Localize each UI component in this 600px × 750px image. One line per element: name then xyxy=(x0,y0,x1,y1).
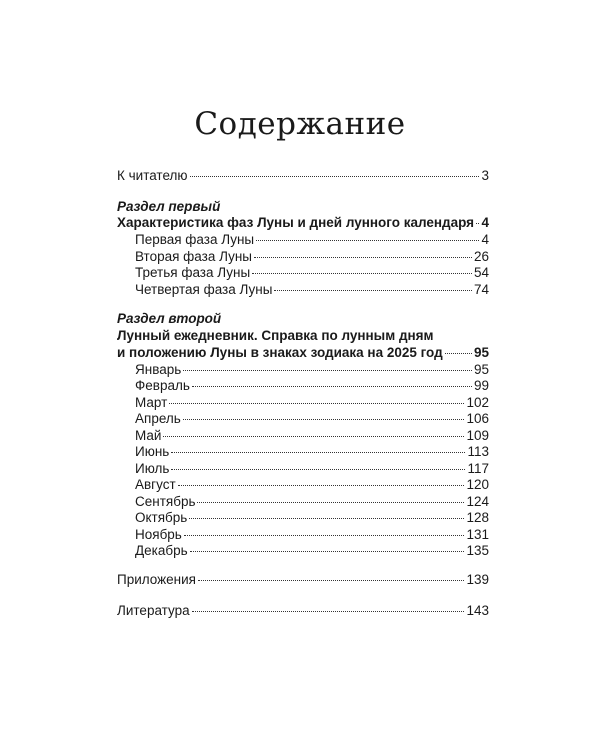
toc-entry-page: 131 xyxy=(466,527,489,542)
toc-entry-label: Вторая фаза Луны xyxy=(135,249,253,264)
toc-entry-page: 99 xyxy=(473,378,489,393)
toc-entry-page: 54 xyxy=(473,265,489,280)
toc-entry-label: Приложения xyxy=(117,572,196,587)
section-heading-part1: Раздел первый xyxy=(117,199,221,214)
toc-entry-part2-main-line1[interactable]: Лунный ежедневник. Справка по лунным дням xyxy=(117,328,434,343)
toc-entry-label: К читателю xyxy=(117,168,188,183)
leader-dots xyxy=(256,240,479,241)
section-heading-part2: Раздел второй xyxy=(117,311,222,326)
leader-dots xyxy=(254,257,472,258)
toc-entry-phase-1[interactable] xyxy=(135,232,489,248)
leader-dots xyxy=(163,436,464,437)
toc-entry-page: 113 xyxy=(467,444,489,459)
toc-entry-label: и положению Луны в знаках зодиака на 2025 год xyxy=(117,345,443,360)
leader-dots xyxy=(274,290,472,291)
toc-entry-label: Декабрь xyxy=(135,543,188,558)
leader-dots xyxy=(192,386,472,387)
toc-entry-page: 26 xyxy=(473,249,489,264)
toc-entry-label: Первая фаза Луны xyxy=(135,232,255,247)
toc-entry-label: Февраль xyxy=(135,378,190,393)
toc-entry-appendix[interactable] xyxy=(117,572,489,588)
leader-dots xyxy=(190,176,480,177)
toc-entry-page: 117 xyxy=(467,461,489,476)
toc-entry-label: Четвертая фаза Луны xyxy=(135,282,273,297)
toc-entry-label: Характеристика фаз Луны и дней лунного календаря xyxy=(117,215,475,230)
leader-dots xyxy=(184,535,465,536)
leader-dots xyxy=(190,551,465,552)
toc-entry-page: 135 xyxy=(466,543,489,558)
toc-entry-label: Ноябрь xyxy=(135,527,182,542)
toc-entry-page: 102 xyxy=(466,395,489,410)
toc-entry-page: 95 xyxy=(473,362,489,377)
leader-dots xyxy=(192,611,465,612)
toc-entry-label: Сентябрь xyxy=(135,494,196,509)
toc-entry-label: Июнь xyxy=(135,444,170,459)
toc-entry-page: 139 xyxy=(466,572,489,587)
toc-entry-label: Март xyxy=(135,395,168,410)
toc-entry-page: 120 xyxy=(466,477,489,492)
page-title: Содержание xyxy=(194,106,406,142)
toc-entry-month-october[interactable] xyxy=(135,510,489,526)
toc-entry-phase-2[interactable] xyxy=(135,249,489,265)
toc-entry-label: Август xyxy=(135,477,176,492)
leader-dots xyxy=(197,502,464,503)
toc-entry-part2-main[interactable] xyxy=(117,345,489,361)
leader-dots xyxy=(171,452,465,453)
leader-dots xyxy=(171,469,465,470)
toc-entry-month-february[interactable] xyxy=(135,378,489,394)
leader-dots xyxy=(252,273,472,274)
toc-entry-month-november[interactable] xyxy=(135,527,489,543)
leader-dots xyxy=(183,419,465,420)
toc-entry-label: Апрель xyxy=(135,411,181,426)
toc-entry-month-july[interactable] xyxy=(135,461,489,477)
toc-entry-literature[interactable] xyxy=(117,603,489,619)
toc-entry-month-june[interactable] xyxy=(135,444,489,460)
toc-entry-part1-main[interactable] xyxy=(117,215,489,231)
toc-entry-label: Июль xyxy=(135,461,170,476)
toc-entry-month-april[interactable] xyxy=(135,411,489,427)
leader-dots xyxy=(445,353,472,354)
leader-dots xyxy=(476,223,479,224)
toc-entry-page: 74 xyxy=(473,282,489,297)
toc-entry-page: 4 xyxy=(481,215,489,230)
leader-dots xyxy=(198,580,464,581)
toc-entry-page: 124 xyxy=(466,494,489,509)
toc-entry-month-january[interactable] xyxy=(135,362,489,378)
toc-entry-month-december[interactable] xyxy=(135,543,489,559)
toc-entry-label: Октябрь xyxy=(135,510,188,525)
toc-entry-month-may[interactable] xyxy=(135,428,489,444)
toc-entry-label: Литература xyxy=(117,603,190,618)
toc-entry-page: 128 xyxy=(466,510,489,525)
toc-entry-page: 109 xyxy=(466,428,489,443)
toc-entry-intro[interactable] xyxy=(117,168,489,184)
leader-dots xyxy=(169,403,464,404)
leader-dots xyxy=(178,485,465,486)
toc-entry-page: 3 xyxy=(481,168,489,183)
leader-dots xyxy=(189,518,464,519)
toc-entry-label: Январь xyxy=(135,362,182,377)
toc-entry-month-march[interactable] xyxy=(135,395,489,411)
toc-entry-label: Май xyxy=(135,428,162,443)
leader-dots xyxy=(183,370,472,371)
toc-entry-page: 4 xyxy=(481,232,489,247)
toc-entry-phase-4[interactable] xyxy=(135,282,489,298)
toc-entry-page: 95 xyxy=(473,345,489,360)
toc-entry-phase-3[interactable] xyxy=(135,265,489,281)
toc-entry-page: 106 xyxy=(466,411,489,426)
toc-entry-month-august[interactable] xyxy=(135,477,489,493)
toc-entry-page: 143 xyxy=(466,603,489,618)
toc-entry-label: Третья фаза Луны xyxy=(135,265,251,280)
toc-entry-month-september[interactable] xyxy=(135,494,489,510)
